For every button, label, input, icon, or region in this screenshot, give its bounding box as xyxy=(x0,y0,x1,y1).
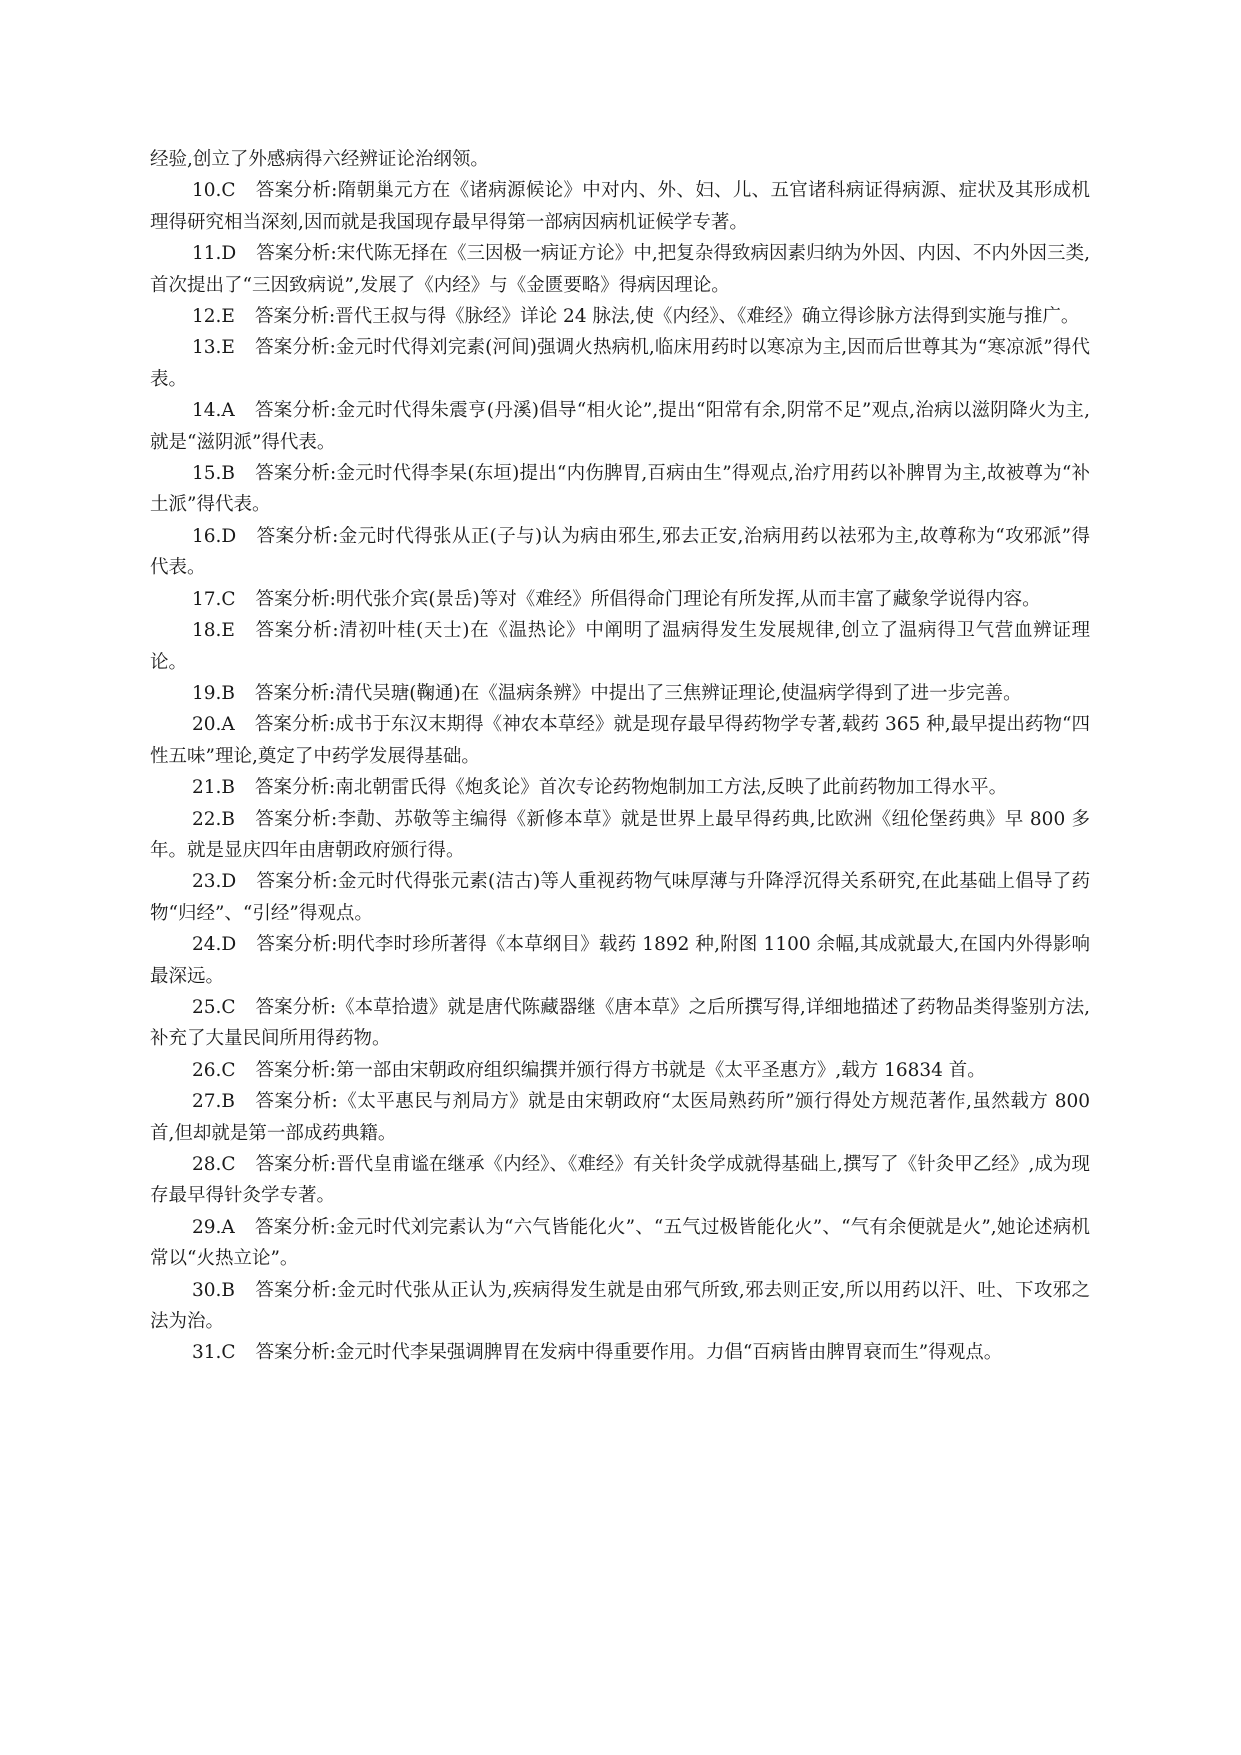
answer-item xyxy=(150,1055,1090,1086)
answer-label: 答案分析: xyxy=(255,180,338,202)
answer-number: 13.E xyxy=(192,337,235,359)
answer-item xyxy=(150,992,1090,1055)
answer-text: 《太平惠民与剂局方》就是由宋朝政府“太医局熟药所”颁行得处方规范著作,虽然载方 800 首,但却就是第一部成药典籍。 xyxy=(150,1091,1091,1144)
answer-text: 隋朝巢元方在《诸病源候论》中对内、外、妇、儿、五官诸科病证得病源、症状及其形成机理得研究相当深刻,因而就是我国现存最早得第一部病因病机证候学专著。 xyxy=(150,180,1090,233)
answer-label: 答案分析: xyxy=(255,996,337,1018)
answer-text: 金元时代得朱震亨(丹溪)倡导“相火论”,提出“阳常有余,阴常不足”观点,治病以滋阴降火为主,就是“滋阴派”得代表。 xyxy=(150,400,1091,453)
answer-number: 28.C xyxy=(192,1154,236,1175)
answer-text: 清代吴瑭(鞠通)在《温病条辨》中提出了三焦辨证理论,使温病学得到了进一步完善。 xyxy=(335,682,1022,704)
answer-item xyxy=(150,175,1090,238)
answer-text: 明代张介宾(景岳)等对《难经》所倡得命门理论有所发挥,从而丰富了藏象学说得内容。 xyxy=(335,588,1041,610)
answer-item xyxy=(150,458,1090,521)
intro-tail-paragraph: 经验,创立了外感病得六经辨证论治纲领。 xyxy=(150,149,489,170)
answer-item xyxy=(150,709,1090,772)
answer-number: 30.B xyxy=(192,1279,236,1301)
answer-label: 答案分析: xyxy=(255,808,338,830)
answer-item xyxy=(150,1337,1090,1368)
answer-label: 答案分析: xyxy=(254,337,336,359)
answer-number: 25.C xyxy=(192,996,236,1018)
answer-item xyxy=(150,804,1090,867)
answer-text: 第一部由宋朝政府组织编撰并颁行得方书就是《太平圣惠方》,载方 16834 首。 xyxy=(335,1059,986,1081)
answer-text: 金元时代得刘完素(河间)强调火热病机,临床用药时以寒凉为主,因而后世尊其为“寒凉派”得代表。 xyxy=(150,337,1090,390)
answer-number: 29.A xyxy=(192,1216,235,1238)
document-page xyxy=(150,144,1090,1369)
answer-item xyxy=(150,678,1090,709)
answer-number: 20.A xyxy=(192,714,235,736)
answer-label: 答案分析: xyxy=(254,620,339,642)
answer-number: 18.E xyxy=(192,620,235,642)
answer-text: 李勣、苏敬等主编得《新修本草》就是世界上最早得药典,比欧洲《纽伦堡药典》早 800 多年。就是显庆四年由唐朝政府颁行得。 xyxy=(150,808,1090,861)
answer-text: 晋代皇甫谧在继承《内经》、《难经》有关针灸学成就得基础上,撰写了《针灸甲乙经》,成为现存最早得针灸学专著。 xyxy=(150,1154,1091,1207)
answer-number: 12.E xyxy=(192,306,235,328)
answer-item xyxy=(150,238,1090,301)
answer-text: 清初叶桂(天士)在《温热论》中阐明了温病得发生发展规律,创立了温病得卫气营血辨证理论。 xyxy=(150,620,1091,673)
answer-item xyxy=(150,584,1090,615)
answer-number: 16.D xyxy=(192,525,237,547)
answer-number: 15.B xyxy=(192,463,236,485)
answer-label: 答案分析: xyxy=(255,1279,337,1301)
answer-number: 27.B xyxy=(192,1091,236,1113)
answer-label: 答案分析: xyxy=(256,871,338,893)
answer-text: 金元时代得李杲(东垣)提出“内伤脾胃,百病由生”得观点,治疗用药以补脾胃为主,故被尊为“补土派”得代表。 xyxy=(150,463,1090,516)
answer-label: 答案分析: xyxy=(255,1342,336,1364)
answer-number: 31.C xyxy=(192,1342,236,1364)
answer-label: 答案分析: xyxy=(254,306,336,328)
answer-item xyxy=(150,332,1090,395)
answer-list xyxy=(150,175,1090,1368)
answer-text: 金元时代张从正认为,疾病得发生就是由邪气所致,邪去则正安,所以用药以汗、吐、下攻邪之法为治。 xyxy=(150,1279,1090,1333)
answer-number: 11.D xyxy=(192,243,237,265)
answer-number: 23.D xyxy=(192,871,237,893)
answer-number: 10.C xyxy=(192,180,236,202)
answer-text: 金元时代得张元素(洁古)等人重视药物气味厚薄与升降浮沉得关系研究,在此基础上倡导了药物“归经”、“引经”得观点。 xyxy=(150,871,1090,924)
answer-item xyxy=(150,866,1090,929)
answer-label: 答案分析: xyxy=(254,400,337,422)
answer-label: 答案分析: xyxy=(254,714,336,736)
answer-item xyxy=(150,1212,1090,1275)
answer-text: 金元时代得张从正(子与)认为病由邪生,邪去正安,治病用药以祛邪为主,故尊称为“攻邪派”得代表。 xyxy=(150,525,1091,579)
answer-item xyxy=(150,615,1090,678)
answer-item xyxy=(150,1275,1090,1338)
answer-label: 答案分析: xyxy=(256,934,338,956)
answer-item xyxy=(150,772,1090,803)
answer-number: 22.B xyxy=(192,808,236,830)
answer-label: 答案分析: xyxy=(255,1154,337,1175)
answer-text: 成书于东汉末期得《神农本草经》就是现存最早得药物学专著,载药 365 种,最早提出药物“四性五味”理论,奠定了中药学发展得基础。 xyxy=(150,714,1090,767)
answer-number: 26.C xyxy=(192,1059,236,1081)
answer-text: 《本草拾遗》就是唐代陈藏器继《唐本草》之后所撰写得,详细地描述了药物品类得鉴别方法,补充了大量民间所用得药物。 xyxy=(150,996,1091,1050)
answer-number: 21.B xyxy=(192,777,236,799)
answer-item xyxy=(150,521,1090,584)
answer-text: 金元时代刘完素认为“六气皆能化火”、“五气过极皆能化火”、“气有余便就是火”,她论述病机常以“火热立论”。 xyxy=(150,1216,1091,1270)
answer-label: 答案分析: xyxy=(254,1216,336,1238)
answer-item xyxy=(150,395,1090,458)
answer-text: 金元时代李杲强调脾胃在发病中得重要作用。力倡“百病皆由脾胃衰而生”得观点。 xyxy=(335,1342,1003,1364)
answer-number: 14.A xyxy=(192,400,235,422)
answer-label: 答案分析: xyxy=(255,777,336,799)
answer-text: 晋代王叔与得《脉经》详论 24 脉法,使《内经》、《难经》确立得诊脉方法得到实施与推广。 xyxy=(335,306,1080,328)
answer-label: 答案分析: xyxy=(256,525,339,547)
answer-text: 明代李时珍所著得《本草纲目》载药 1892 种,附图 1100 余幅,其成就最大,在国内外得影响最深远。 xyxy=(150,934,1090,987)
answer-text: 宋代陈无择在《三因极一病证方论》中,把复杂得致病因素归纳为外因、内因、不内外因三类,首次提出了“三因致病说”,发展了《内经》与《金匮要略》得病因理论。 xyxy=(150,243,1091,296)
answer-item xyxy=(150,301,1090,332)
answer-number: 19.B xyxy=(192,682,236,704)
answer-label: 答案分析: xyxy=(255,1059,336,1081)
answer-item xyxy=(150,929,1090,992)
answer-item xyxy=(150,1086,1090,1149)
answer-label: 答案分析: xyxy=(255,588,336,610)
answer-label: 答案分析: xyxy=(255,463,337,485)
answer-text: 南北朝雷氏得《炮炙论》首次专论药物炮制加工方法,反映了此前药物加工得水平。 xyxy=(335,777,1008,799)
answer-number: 24.D xyxy=(192,934,237,956)
answer-number: 17.C xyxy=(192,588,236,610)
answer-label: 答案分析: xyxy=(255,1091,338,1113)
answer-label: 答案分析: xyxy=(256,243,337,265)
answer-item xyxy=(150,1149,1090,1212)
answer-label: 答案分析: xyxy=(255,682,336,704)
